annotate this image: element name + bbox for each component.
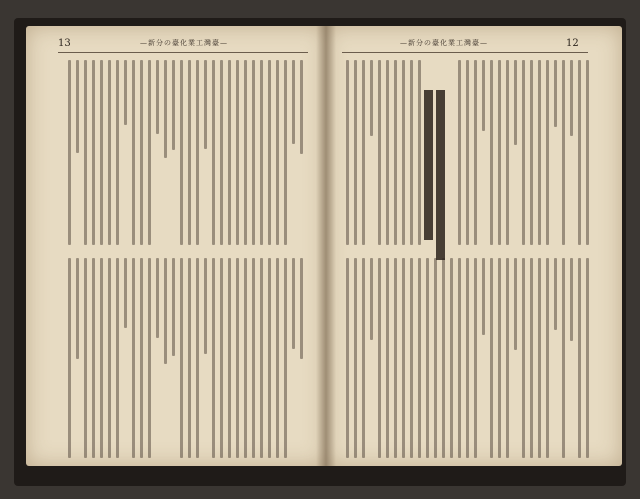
text-column	[482, 60, 485, 131]
text-column	[276, 258, 279, 458]
left-page	[26, 26, 326, 466]
left-page-number: 13	[58, 38, 71, 49]
text-column	[220, 60, 223, 245]
text-column	[562, 60, 565, 245]
text-column	[378, 60, 381, 245]
text-column	[490, 60, 493, 245]
text-column	[260, 258, 263, 458]
text-column	[276, 60, 279, 245]
text-column	[370, 258, 373, 340]
text-column	[546, 258, 549, 458]
text-column	[188, 258, 191, 458]
text-column	[84, 258, 87, 458]
text-column	[148, 60, 151, 245]
chapter-headline	[436, 90, 445, 260]
text-column	[394, 258, 397, 458]
text-column	[410, 258, 413, 458]
text-column	[570, 60, 573, 136]
text-column	[76, 60, 79, 153]
text-column	[84, 60, 87, 245]
text-column	[244, 258, 247, 458]
text-column	[132, 258, 135, 458]
text-column	[554, 258, 557, 330]
text-column	[292, 60, 295, 144]
text-column	[244, 60, 247, 245]
text-column	[92, 60, 95, 245]
text-column	[116, 258, 119, 458]
text-column	[228, 258, 231, 458]
text-column	[514, 60, 517, 145]
text-column	[180, 60, 183, 245]
text-column	[386, 258, 389, 458]
text-column	[164, 60, 167, 158]
text-column	[498, 60, 501, 245]
text-column	[140, 258, 143, 458]
text-column	[458, 258, 461, 458]
text-column	[204, 60, 207, 149]
text-column	[116, 60, 119, 245]
text-column	[212, 258, 215, 458]
right-running-head: —新分の臺化業工灣臺—	[400, 39, 488, 47]
text-column	[292, 258, 295, 349]
left-header-rule	[58, 52, 308, 53]
text-column	[402, 60, 405, 245]
text-column	[100, 258, 103, 458]
text-column	[164, 258, 167, 364]
text-column	[76, 258, 79, 359]
text-column	[354, 258, 357, 458]
text-column	[300, 60, 303, 154]
right-page-number: 12	[566, 38, 579, 49]
text-column	[370, 60, 373, 136]
text-column	[108, 60, 111, 245]
text-column	[124, 258, 127, 328]
text-column	[236, 60, 239, 245]
text-column	[252, 60, 255, 245]
text-column	[140, 60, 143, 245]
text-column	[362, 60, 365, 245]
text-column	[108, 258, 111, 458]
text-column	[538, 60, 541, 245]
text-column	[68, 258, 71, 458]
text-column	[506, 258, 509, 458]
text-column	[252, 258, 255, 458]
text-column	[300, 258, 303, 359]
text-column	[554, 60, 557, 127]
right-header-rule	[342, 52, 588, 53]
text-column	[434, 258, 437, 458]
text-column	[378, 258, 381, 458]
text-column	[204, 258, 207, 354]
book-gutter	[316, 26, 336, 466]
text-column	[354, 60, 357, 245]
text-column	[260, 60, 263, 245]
text-column	[92, 258, 95, 458]
text-column	[188, 60, 191, 245]
text-column	[474, 60, 477, 245]
text-column	[196, 258, 199, 458]
text-column	[172, 60, 175, 150]
text-column	[514, 258, 517, 350]
left-running-head: —新分の臺化業工灣臺—	[140, 39, 228, 47]
text-column	[410, 60, 413, 245]
text-column	[346, 60, 349, 245]
text-column	[362, 258, 365, 458]
text-column	[490, 258, 493, 458]
text-column	[426, 258, 429, 458]
text-column	[132, 60, 135, 245]
text-column	[180, 258, 183, 458]
text-column	[546, 60, 549, 245]
chapter-headline	[424, 90, 433, 240]
text-column	[506, 60, 509, 245]
text-column	[474, 258, 477, 458]
text-column	[148, 258, 151, 458]
text-column	[578, 60, 581, 245]
text-column	[466, 258, 469, 458]
text-column	[586, 258, 589, 458]
text-column	[172, 258, 175, 356]
text-column	[442, 258, 445, 458]
text-column	[386, 60, 389, 245]
text-column	[466, 60, 469, 245]
text-column	[458, 60, 461, 245]
text-column	[530, 258, 533, 458]
text-column	[498, 258, 501, 458]
text-column	[586, 60, 589, 245]
text-column	[212, 60, 215, 245]
text-column	[220, 258, 223, 458]
text-column	[450, 258, 453, 458]
text-column	[538, 258, 541, 458]
text-column	[284, 258, 287, 458]
text-column	[156, 258, 159, 338]
text-column	[562, 258, 565, 458]
text-column	[156, 60, 159, 134]
text-column	[530, 60, 533, 245]
text-column	[268, 258, 271, 458]
text-column	[522, 60, 525, 245]
text-column	[578, 258, 581, 458]
text-column	[196, 60, 199, 245]
text-column	[346, 258, 349, 458]
text-column	[236, 258, 239, 458]
text-column	[522, 258, 525, 458]
text-column	[402, 258, 405, 458]
text-column	[570, 258, 573, 341]
text-column	[482, 258, 485, 335]
text-column	[68, 60, 71, 245]
text-column	[394, 60, 397, 245]
text-column	[124, 60, 127, 125]
text-column	[284, 60, 287, 245]
text-column	[418, 60, 421, 245]
text-column	[418, 258, 421, 458]
text-column	[100, 60, 103, 245]
text-column	[268, 60, 271, 245]
text-column	[228, 60, 231, 245]
